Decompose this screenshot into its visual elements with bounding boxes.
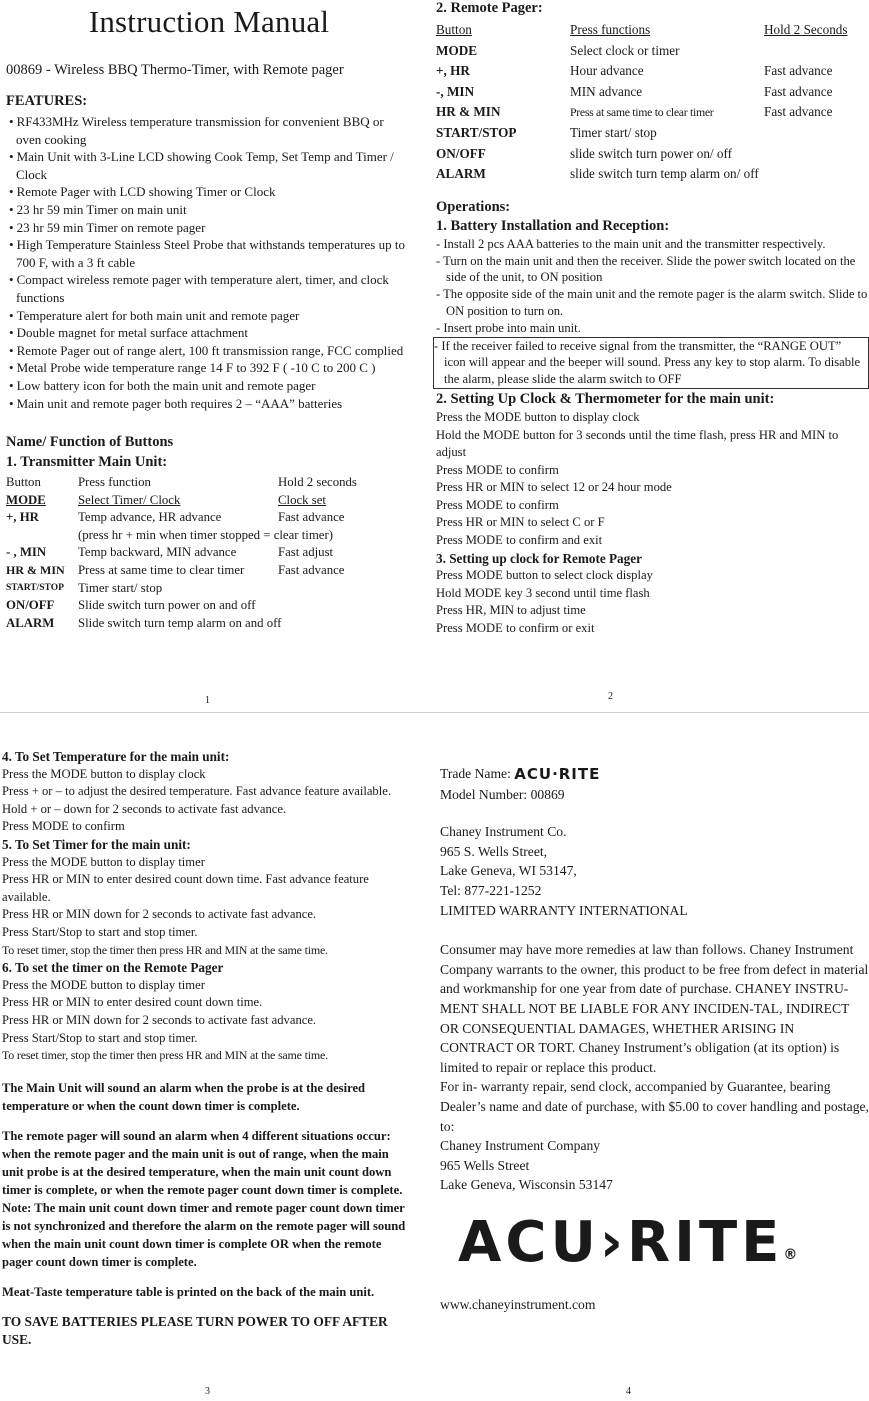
trade-name-line — [440, 764, 869, 785]
pager-timer-step: Press the MODE button to display timer — [2, 977, 205, 992]
battery-heading: 1. Battery Installation and Reception: — [436, 217, 670, 234]
main-alarm-paragraph: The Main Unit will sound an alarm when the probe is at the desired temperature or when the count down timer is complete. — [2, 1080, 366, 1113]
column-header-hold: Hold 2 Seconds — [764, 22, 848, 37]
acurite-logo-text: ACU›RITE — [458, 1209, 784, 1275]
hold-function: Fast advance — [278, 563, 345, 578]
trade-name-label: Trade Name: — [440, 766, 511, 781]
hold-function: Fast advance — [764, 83, 833, 99]
company-line: Tel: 877-221-1252 — [440, 882, 542, 898]
hold-function: Fast advance — [764, 63, 833, 79]
button-name: START/STOP — [436, 124, 517, 140]
table-row — [436, 82, 848, 103]
feature-item: • 23 hr 59 min Timer on remote pager — [6, 219, 412, 237]
hold-function — [278, 580, 357, 598]
battery-step: - Turn on the main unit and then the receiver. Slide the power switch located on the side of the unit, to ON position — [436, 253, 856, 285]
press-function: Slide switch turn power on and off — [78, 598, 256, 613]
hold-function — [764, 41, 848, 62]
timer-step: Press the MODE button to display timer — [2, 854, 205, 869]
press-function: slide switch turn temp alarm on/ off — [570, 166, 759, 182]
feature-item: • Main unit and remote pager both requires 2 – “AAA” batteries — [6, 395, 412, 413]
table-row — [6, 544, 357, 562]
timer-step: To reset timer, stop the timer then press HR and MIN at the same time. — [2, 942, 328, 957]
button-name: ALARM — [6, 615, 55, 630]
button-functions-heading: Name/ Function of Buttons — [6, 434, 174, 451]
timer-step: Press HR or MIN to enter desired count down time. Fast advance feature available. — [2, 872, 369, 904]
button-name: ALARM — [436, 166, 486, 182]
table-row — [436, 164, 848, 185]
battery-step: - Insert probe into main unit. — [436, 320, 581, 335]
pager-timer-step: Press Start/Stop to start and stop timer. — [2, 1030, 198, 1045]
features-list — [6, 113, 412, 412]
page-2 — [432, 0, 869, 710]
button-name — [6, 527, 78, 545]
remote-pager-heading: 2. Remote Pager: — [436, 0, 543, 16]
table-row — [436, 61, 848, 82]
set-timer-heading: 5. To Set Timer for the main unit: — [2, 836, 191, 852]
table-row — [6, 562, 357, 580]
table-row — [6, 580, 357, 598]
table-row — [6, 509, 357, 527]
repair-line: For in- warranty repair, send clock, accompanied by Guarantee, bearing Dealer’s name and date of purchase, with $5.00 to cover handling and postage, to: — [440, 1079, 869, 1134]
page-3 — [0, 748, 418, 1401]
column-header-press: Press functions — [570, 22, 651, 37]
pager-clock-step: Hold MODE key 3 second until time flash — [436, 585, 650, 600]
battery-step: - Install 2 pcs AAA batteries to the main unit and the transmitter respectively. — [436, 236, 826, 251]
pager-alarm-paragraph: The remote pager will sound an alarm when 4 different situations occur: when the remote pager and the main unit is out of range, when the main unit probe is at the desired temperature, when the main unit count down timer is complete, or when the remote pager count down timer is complete. Note: The main unit count down timer and remote pager count down timer is not synchronized and therefore the alarm on the remote pager will sound when the main unit count down timer is complete OR when the remote pager count down timer is complete. — [2, 1128, 406, 1269]
pager-timer-step: Press HR or MIN down for 2 seconds to activate fast advance. — [2, 1012, 317, 1027]
transmitter-button-table — [6, 474, 357, 632]
battery-step: - The opposite side of the main unit and the remote pager is the alarm switch. Slide to ON position to turn on. — [436, 287, 868, 318]
pager-timer-step: To reset timer, stop the timer then press HR and MIN at the same time. — [2, 1048, 328, 1063]
table-row — [6, 492, 357, 510]
button-name: START/STOP — [6, 582, 64, 593]
button-name: ON/OFF — [436, 145, 486, 161]
pager-timer-step: Press HR or MIN to enter desired count down time. — [2, 995, 263, 1010]
manual-title: Instruction Manual — [88, 4, 330, 39]
table-row — [436, 123, 848, 144]
table-row — [6, 615, 357, 633]
page-number: 1 — [205, 695, 210, 706]
pager-clock-step: Press MODE button to select clock display — [436, 568, 653, 583]
feature-item: • Compact wireless remote pager with temperature alert, timer, and clock functions — [6, 271, 412, 306]
press-function: MIN advance — [570, 83, 643, 99]
press-function: Slide switch turn temp alarm on and off — [78, 615, 282, 630]
set-temperature-heading: 4. To Set Temperature for the main unit: — [2, 749, 230, 764]
button-name: +, HR — [6, 510, 39, 525]
clock-step: Press MODE to confirm and exit — [436, 533, 603, 548]
website-link[interactable]: www.chaneyinstrument.com — [440, 1296, 596, 1312]
clock-step: Press HR or MIN to select 12 or 24 hour mode — [436, 480, 672, 495]
product-name: 00869 - Wireless BBQ Thermo-Timer, with Remote pager — [6, 62, 344, 78]
acurite-logo — [458, 1209, 869, 1285]
feature-item: • 23 hr 59 min Timer on main unit — [6, 201, 412, 219]
feature-item: • Metal Probe wide temperature range 14 F to 392 F ( -10 C to 200 C ) — [6, 359, 412, 377]
acurite-brand-mark: ACU·RITE — [514, 765, 601, 783]
table-header-row — [6, 474, 357, 492]
column-header-button: Button — [6, 475, 41, 490]
pager-clock-step: Press MODE to confirm or exit — [436, 621, 595, 636]
column-header-press: Press function — [78, 475, 151, 490]
features-heading: FEATURES: — [6, 93, 88, 109]
press-function: Temp backward, MIN advance — [78, 545, 237, 560]
page-1 — [0, 0, 418, 710]
button-name: - , MIN — [6, 545, 47, 560]
clock-setup-heading: 2. Setting Up Clock & Thermometer for the main unit: — [436, 390, 775, 407]
temperature-step: Press + or – to adjust the desired temperature. Fast advance feature available. Hold + or – down for 2 seconds to activate fast advance. — [2, 784, 391, 816]
press-function: Temp advance, HR advance — [78, 510, 222, 525]
table-row — [6, 597, 357, 615]
button-name: MODE — [6, 492, 46, 507]
pager-clock-step: Press HR, MIN to adjust time — [436, 603, 586, 618]
pager-timer-heading: 6. To set the timer on the Remote Pager — [2, 960, 224, 976]
table-row — [436, 41, 848, 62]
feature-item: • Temperature alert for both main unit and remote pager — [6, 307, 412, 325]
clock-step: Press the MODE button to display clock — [436, 409, 640, 424]
repair-line: 965 Wells Street — [440, 1157, 530, 1173]
press-function: Hour advance — [570, 63, 644, 79]
company-line: 965 S. Wells Street, — [440, 843, 548, 859]
operations-heading: Operations: — [436, 198, 511, 215]
timer-step: Press Start/Stop to start and stop timer. — [2, 924, 198, 939]
temperature-step: Press the MODE button to display clock — [2, 766, 206, 781]
timer-step: Press HR or MIN down for 2 seconds to activate fast advance. — [2, 907, 317, 922]
table-header-row — [436, 20, 848, 41]
column-header-button: Button — [436, 22, 472, 37]
feature-item: • High Temperature Stainless Steel Probe that withstands temperatures up to 700 F, with a 3 ft cable — [6, 236, 412, 271]
range-out-note: - If the receiver failed to receive signal from the transmitter, the “RANGE OUT” icon will appear and the beeper will sound. Press any key to stop alarm. To disable the alarm, please slide the alarm switch to OFF — [433, 337, 869, 389]
button-name: -, MIN — [436, 83, 475, 99]
button-name: +, HR — [436, 63, 470, 79]
press-function: (press hr + min when timer stopped = clear timer) — [78, 527, 334, 542]
transmitter-heading: 1. Transmitter Main Unit: — [6, 454, 168, 471]
clock-step: Hold the MODE button for 3 seconds until the time flash, press HR and MIN to adjust — [436, 427, 839, 460]
feature-item: • Remote Pager with LCD showing Timer or Clock — [6, 183, 412, 201]
company-line: Lake Geneva, WI 53147, — [440, 863, 577, 879]
table-row — [6, 527, 357, 545]
page-4 — [436, 748, 869, 1401]
press-function: Timer start/ stop — [570, 124, 657, 140]
page-number: 4 — [626, 1386, 631, 1397]
feature-item: • Remote Pager out of range alert, 100 ft transmission range, FCC complied — [6, 342, 412, 360]
warranty-paragraph: Consumer may have more remedies at law than follows. Chaney Instrument Company warrants to the owner, this product to be free from defect in material and workmanship for one year from date of purchase. CHANEY INSTRU-MENT SHALL NOT BE LIABLE FOR ANY INCIDEN-TAL, INDIRECT OR CONSEQUENTIAL DAMAGES, WHETHER ARISING IN CONTRACT OR TORT. Chaney Instrument’s obligation (at its option) is limited to repair or replace this product. — [440, 942, 869, 1075]
clock-step: Press HR or MIN to select C or F — [436, 515, 605, 530]
button-name: HR & MIN — [436, 104, 501, 120]
table-row — [436, 102, 848, 123]
press-function: slide switch turn power on/ off — [570, 145, 733, 161]
meat-table-paragraph: Meat-Taste temperature table is printed on the back of the main unit. — [2, 1284, 375, 1299]
press-function: Press at same time to clear timer — [78, 563, 245, 578]
registered-mark: ® — [783, 1246, 798, 1263]
temperature-step: Press MODE to confirm — [2, 819, 125, 834]
page-number: 3 — [205, 1386, 210, 1397]
repair-line: Lake Geneva, Wisconsin 53147 — [440, 1177, 613, 1193]
company-line: Chaney Instrument Co. — [440, 824, 567, 840]
feature-item: • RF433MHz Wireless temperature transmission for convenient BBQ or oven cooking — [6, 113, 412, 148]
feature-item: • Main Unit with 3-Line LCD showing Cook Temp, Set Temp and Timer / Clock — [6, 148, 412, 183]
table-row — [436, 144, 848, 165]
column-header-hold: Hold 2 seconds — [278, 475, 357, 490]
pager-button-table — [436, 20, 848, 185]
save-batteries-paragraph: TO SAVE BATTERIES PLEASE TURN POWER TO OFF AFTER USE. — [2, 1313, 388, 1347]
clock-step: Press MODE to confirm — [436, 462, 559, 477]
hold-function: Clock set — [278, 492, 326, 507]
pager-clock-heading: 3. Setting up clock for Remote Pager — [436, 550, 642, 566]
hold-function: Fast advance — [278, 510, 345, 525]
press-function: Timer start/ stop — [78, 580, 163, 595]
feature-item: • Low battery icon for both the main unit and remote pager — [6, 377, 412, 395]
warranty-title: LIMITED WARRANTY INTERNATIONAL — [440, 902, 688, 918]
page-number: 2 — [608, 691, 613, 702]
press-function: Select Timer/ Clock — [78, 492, 181, 507]
model-number: Model Number: 00869 — [440, 786, 565, 802]
button-name: MODE — [436, 42, 478, 58]
clock-step: Press MODE to confirm — [436, 497, 559, 512]
page-divider — [0, 712, 869, 713]
repair-line: Chaney Instrument Company — [440, 1138, 601, 1154]
press-function: Press at same time to clear timer — [570, 105, 714, 120]
feature-item: • Double magnet for metal surface attachment — [6, 324, 412, 342]
button-name: HR & MIN — [6, 563, 65, 578]
hold-function: Fast adjust — [278, 545, 334, 560]
button-name: ON/OFF — [6, 598, 55, 613]
hold-function: Fast advance — [764, 104, 833, 120]
press-function: Select clock or timer — [570, 42, 680, 58]
